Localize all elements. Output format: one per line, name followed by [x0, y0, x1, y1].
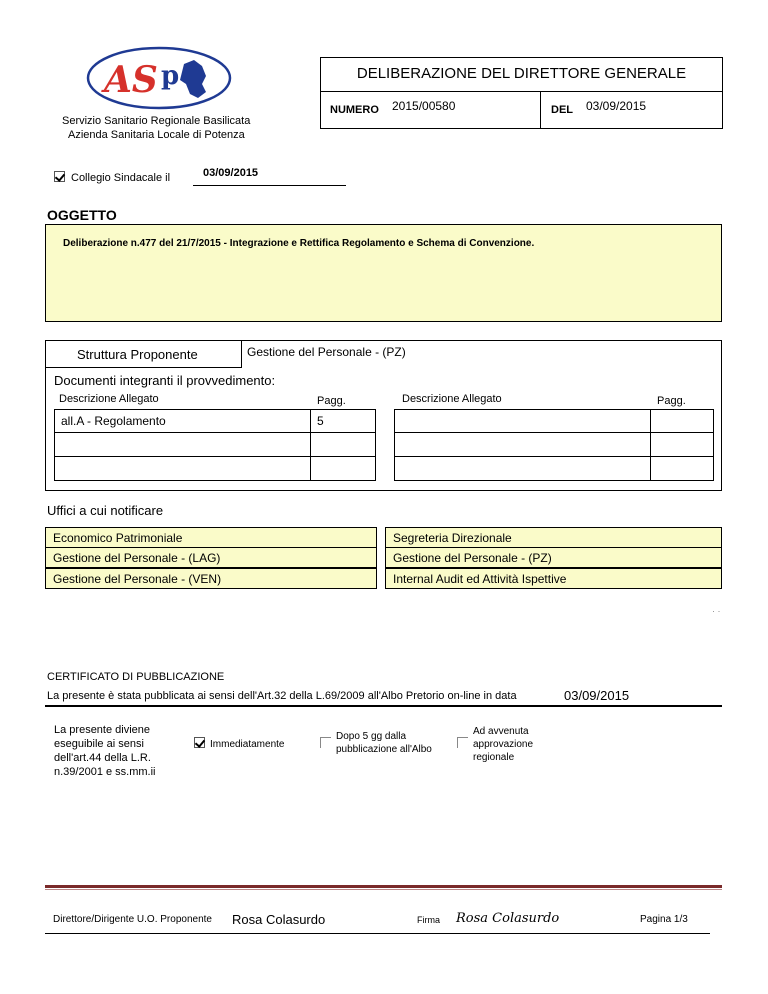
- svg-text:p: p: [161, 61, 180, 91]
- org-line-1: Servizio Sanitario Regionale Basilicata: [62, 115, 251, 127]
- ufficio-3: Gestione del Personale - (LAG): [45, 547, 377, 568]
- doc-left-row-sep-1: [54, 432, 376, 433]
- doc-left-row-1-pagg: 5: [317, 414, 324, 428]
- ufficio-1: Economico Patrimoniale: [45, 527, 377, 548]
- doc-right-row-sep-1: [394, 432, 714, 433]
- esecutivita-intro-line-3: dell'art.44 della L.R.: [54, 752, 151, 764]
- collegio-checkbox[interactable]: [54, 171, 65, 182]
- certificato-date: 03/09/2015: [564, 688, 630, 703]
- header-sep: [540, 91, 541, 129]
- footer-signature: Rosa Colasurdo: [456, 911, 560, 926]
- footer-firma-label: Firma: [417, 915, 440, 925]
- approvazione-label-line-3: regionale: [473, 752, 515, 763]
- collegio-date: 03/09/2015: [203, 167, 259, 179]
- ufficio-4: Gestione del Personale - (PZ): [385, 547, 722, 568]
- footer-role: Direttore/Dirigente U.O. Proponente: [53, 914, 212, 925]
- doc-right-col-sep: [650, 409, 651, 481]
- uffici-heading: Uffici a cui notificare: [47, 503, 164, 518]
- doc-left-row-sep-2: [54, 456, 376, 457]
- esecutivita-intro-line-4: n.39/2001 e ss.mm.ii: [54, 766, 156, 778]
- dopo5gg-checkbox[interactable]: [320, 737, 331, 748]
- ufficio-2: Segreteria Direzionale: [385, 527, 722, 548]
- doc-col-pagg-right: Pagg.: [657, 395, 686, 407]
- documenti-heading: Documenti integranti il provvedimento:: [54, 373, 276, 388]
- logo-asp: [86, 46, 232, 110]
- dots-mark: · ·: [712, 606, 721, 616]
- doc-table-right: [394, 409, 714, 481]
- esecutivita-intro: [54, 723, 156, 779]
- del-value: 03/09/2015: [586, 99, 647, 113]
- doc-col-pagg-left: Pagg.: [317, 395, 346, 407]
- doc-col-desc-right: Descrizione Allegato: [402, 393, 502, 405]
- oggetto-text: Deliberazione n.477 del 21/7/2015 - Integrazione e Rettifica Regolamento e Schema di Convenzione.: [63, 238, 535, 249]
- doc-col-desc-left: Descrizione Allegato: [59, 393, 159, 405]
- approvazione-label-line-1: Ad avvenuta: [473, 726, 529, 737]
- struttura-value: Gestione del Personale - (PZ): [247, 345, 406, 359]
- struttura-sep-v: [241, 340, 242, 368]
- immediatamente-label: Immediatamente: [210, 739, 285, 750]
- dopo5gg-label: [336, 730, 432, 756]
- ufficio-5: Gestione del Personale - (VEN): [45, 568, 377, 589]
- approvazione-label-line-2: approvazione: [473, 739, 534, 750]
- struttura-sep-h: [45, 367, 242, 368]
- immediatamente-checkbox[interactable]: [194, 737, 205, 748]
- doc-left-row-1-desc: all.A - Regolamento: [61, 414, 166, 428]
- footer-rule-top: [45, 885, 722, 888]
- dopo5gg-label-line-1: Dopo 5 gg dalla: [336, 731, 407, 742]
- collegio-label: Collegio Sindacale il: [71, 172, 171, 184]
- doc-left-col-sep: [310, 409, 311, 481]
- approvazione-label: [473, 725, 533, 764]
- numero-label: NUMERO: [330, 104, 379, 116]
- org-line-2: Azienda Sanitaria Locale di Potenza: [68, 129, 245, 141]
- svg-text:AS: AS: [104, 59, 158, 101]
- certificato-rule: [45, 705, 722, 707]
- esecutivita-intro-line-1: La presente diviene: [54, 724, 151, 736]
- certificato-heading: CERTIFICATO DI PUBBLICAZIONE: [47, 671, 225, 683]
- approvazione-checkbox[interactable]: [457, 737, 468, 748]
- footer-name: Rosa Colasurdo: [232, 912, 326, 927]
- oggetto-heading: OGGETTO: [47, 207, 117, 223]
- collegio-underline: [193, 185, 346, 186]
- numero-value: 2015/00580: [392, 99, 456, 113]
- footer-rule-bottom: [45, 933, 710, 934]
- footer-rule-top-2: [45, 889, 722, 890]
- header-divider: [320, 91, 723, 92]
- struttura-label: Struttura Proponente: [77, 347, 198, 362]
- header-title: DELIBERAZIONE DEL DIRETTORE GENERALE: [356, 65, 687, 82]
- esecutivita-intro-line-2: eseguibile ai sensi: [54, 738, 144, 750]
- ufficio-6: Internal Audit ed Attività Ispettive: [385, 568, 722, 589]
- dopo5gg-label-line-2: pubblicazione all'Albo: [336, 744, 432, 755]
- doc-right-row-sep-2: [394, 456, 714, 457]
- footer-page: Pagina 1/3: [640, 914, 688, 925]
- del-label: DEL: [551, 104, 573, 116]
- certificato-text: La presente è stata pubblicata ai sensi dell'Art.32 della L.69/2009 all'Albo Pretorio on-line in data: [47, 690, 517, 702]
